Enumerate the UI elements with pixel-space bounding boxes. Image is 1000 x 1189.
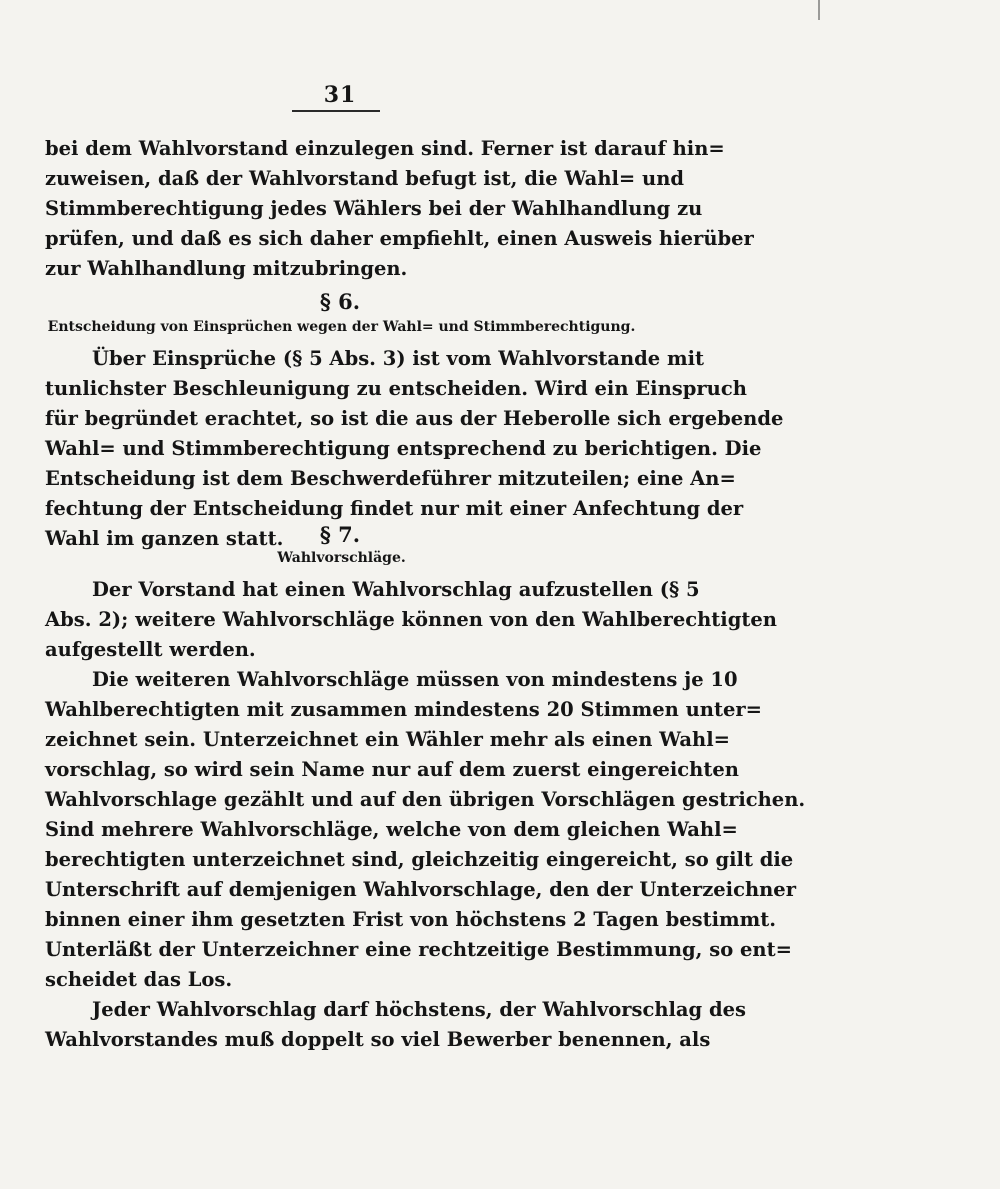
body-line: Wahlvorstandes muß doppelt so viel Bewerber benennen, als — [45, 1028, 711, 1051]
scan-edge-mark — [818, 0, 820, 20]
body-line: für begründet erachtet, so ist die aus der Heberolle sich ergebende — [45, 407, 784, 430]
body-line: Unterläßt der Unterzeichner eine rechtzeitige Bestimmung, so ent= — [45, 938, 792, 961]
page-number-rule — [292, 110, 380, 112]
body-line: tunlichster Beschleunigung zu entscheiden. Wird ein Einspruch — [45, 377, 747, 400]
body-line: Die weiteren Wahlvorschläge müssen von mindestens je 10 — [92, 668, 738, 691]
body-line: Stimmberechtigung jedes Wählers bei der Wahlhandlung zu — [45, 197, 703, 220]
body-line: zur Wahlhandlung mitzubringen. — [45, 257, 408, 280]
section-7-marker: § 7. — [319, 522, 361, 547]
body-line: prüfen, und daß es sich daher empfiehlt, einen Ausweis hierüber — [45, 227, 754, 250]
body-line: fechtung der Entscheidung findet nur mit einer Anfechtung der — [45, 497, 744, 520]
body-line: Wahl im ganzen statt. — [45, 527, 284, 550]
body-line: zuweisen, daß der Wahlvorstand befugt ist, die Wahl= und — [45, 167, 685, 190]
body-line: zeichnet sein. Unterzeichnet ein Wähler mehr als einen Wahl= — [45, 728, 730, 751]
body-line: scheidet das Los. — [45, 968, 233, 991]
section-7-heading: Wahlvorschläge. — [277, 550, 406, 566]
body-line: Abs. 2); weitere Wahlvorschläge können von den Wahlberechtigten — [45, 608, 777, 631]
body-line: Jeder Wahlvorschlag darf höchstens, der Wahlvorschlag des — [92, 998, 747, 1021]
section-6-heading: Entscheidung von Einsprüchen wegen der Wahl= und Stimmberechtigung. — [47, 319, 636, 335]
body-line: Sind mehrere Wahlvorschläge, welche von dem gleichen Wahl= — [45, 818, 738, 841]
section-6-marker: § 6. — [319, 289, 361, 314]
page-number: 31 — [323, 82, 357, 108]
body-line: aufgestellt werden. — [45, 638, 256, 661]
body-line: berechtigten unterzeichnet sind, gleichzeitig eingereicht, so gilt die — [45, 848, 794, 871]
body-line: Der Vorstand hat einen Wahlvorschlag aufzustellen (§ 5 — [92, 578, 700, 601]
body-line: binnen einer ihm gesetzten Frist von höchstens 2 Tagen bestimmt. — [45, 908, 777, 931]
body-line: vorschlag, so wird sein Name nur auf dem zuerst eingereichten — [45, 758, 739, 781]
body-line: Über Einsprüche (§ 5 Abs. 3) ist vom Wahlvorstande mit — [92, 347, 704, 370]
body-line: Wahlberechtigten mit zusammen mindestens 20 Stimmen unter= — [45, 698, 763, 721]
body-line: Wahl= und Stimmberechtigung entsprechend zu berichtigen. Die — [45, 437, 762, 460]
body-line: bei dem Wahlvorstand einzulegen sind. Ferner ist darauf hin= — [45, 137, 725, 160]
body-line: Wahlvorschlage gezählt und auf den übrigen Vorschlägen gestrichen. — [45, 788, 806, 811]
body-line: Entscheidung ist dem Beschwerdeführer mitzuteilen; eine An= — [45, 467, 736, 490]
body-line: Unterschrift auf demjenigen Wahlvorschlage, den der Unterzeichner — [45, 878, 796, 901]
